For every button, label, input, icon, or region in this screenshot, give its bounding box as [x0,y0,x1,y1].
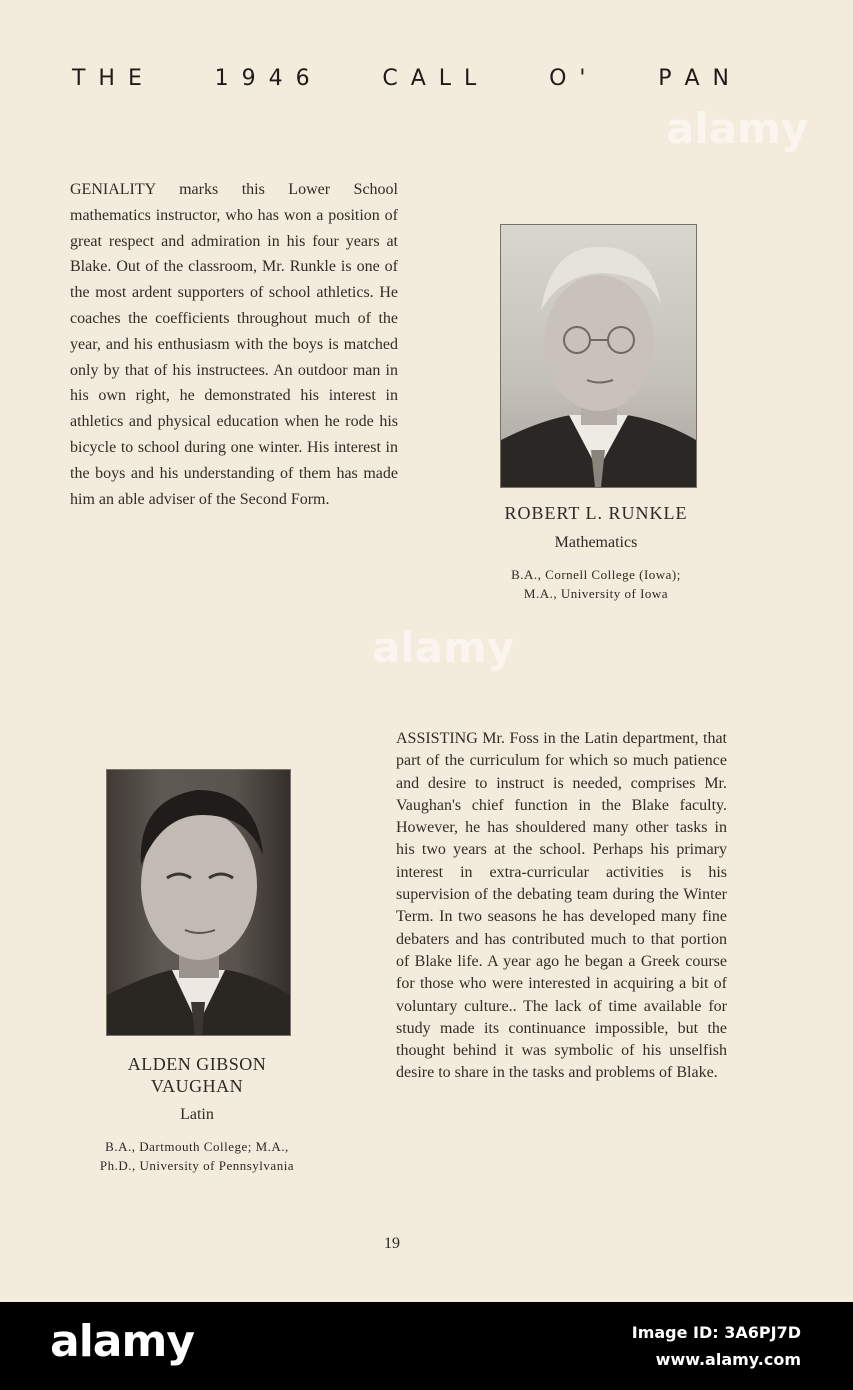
watermark: alamy [372,623,515,672]
vaughan-degrees-line: Ph.D., University of Pennsylvania [99,1158,295,1173]
vaughan-degrees [62,1137,332,1175]
vaughan-subject: Latin [180,1106,214,1123]
watermark: alamy [666,104,809,153]
runkle-degrees-line: B.A., Cornell College (Iowa); [511,567,681,582]
stock-footer [0,1302,853,1390]
header-word: T H E [72,66,145,91]
vaughan-bio: ASSISTING Mr. Foss in the Latin department, that part of the curriculum for which so much patience and desire to instruct is needed, comprises Mr. Vaughan's chief function in the Blake faculty. However, he has shouldered many other tasks in his two years at the school. Perhaps his primary interest in extra-curricular activities is his supervision of the debating team during the Winter Term. In two seasons he has developed many fine debaters and has contributed much to that portion of Blake life. A year ago he began a Greek course for those who were interested in acquiring a bit of voluntary culture.. The lack of time available for study made its continuance impossible, but the thought behind it was symbolic of his unselfish desire to share in the tasks and problems of Blake. [396,730,727,1082]
header-word: C A L L [382,66,480,91]
vaughan-name-line: ALDEN GIBSON [127,1054,267,1074]
runkle-degrees-line: M.A., University of Iowa [523,586,669,601]
vaughan-degrees-line: B.A., Dartmouth College; M.A., [105,1139,289,1154]
header-word: 1 9 4 6 [214,66,313,91]
runkle-name: ROBERT L. RUNKLE [504,503,688,523]
header-word: P A N [658,66,732,91]
image-id: Image ID: 3A6PJ7D [631,1323,801,1342]
runkle-portrait [500,224,697,488]
page-number: 19 [384,1235,400,1252]
header-word: O ' [549,66,589,91]
page-header [72,66,732,91]
vaughan-name-line: VAUGHAN [150,1076,244,1096]
runkle-subject: Mathematics [554,534,638,551]
runkle-degrees [460,565,732,603]
runkle-bio: GENIALITY marks this Lower School mathematics instructor, who has won a position of great respect and admiration in his four years at Blake. Out of the classroom, Mr. Runkle is one of the most ardent supporters of school athletics. He coaches the coefficients throughout much of the year, and his enthusiasm with the boys is matched only by that of his instructees. An outdoor man in his own right, he demonstrated his interest in athletics and physical education when he rode his bicycle to school during one winter. His interest in the boys and his understanding of them has made him an able adviser of the Second Form. [70,181,398,508]
site-url: www.alamy.com [655,1350,801,1369]
vaughan-portrait [106,769,291,1036]
alamy-logo: alamy [50,1316,194,1367]
vaughan-name [86,1053,308,1097]
